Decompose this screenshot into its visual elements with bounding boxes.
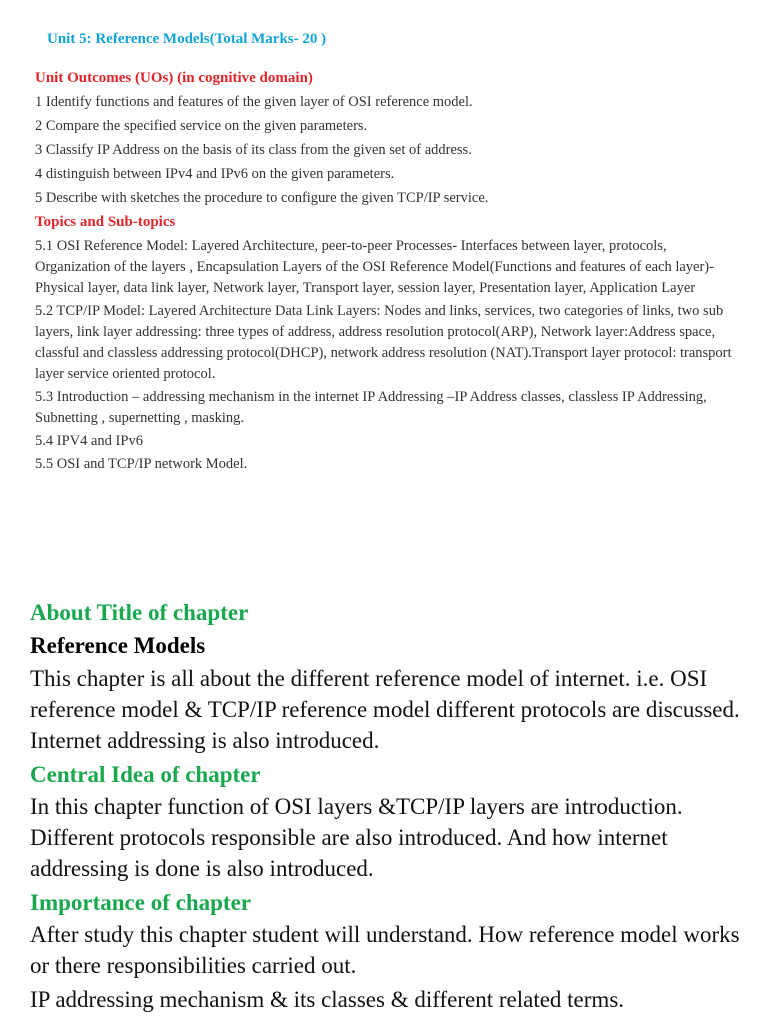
importance-text-continued: IP addressing mechanism & its classes & different related terms.: [30, 987, 625, 1012]
outcome-item: 5 Describe with sketches the procedure to configure the given TCP/IP service.: [35, 190, 489, 206]
topic-item: 5.1 OSI Reference Model: Layered Architecture, peer-to-peer Processes- Interfaces between layer, protocols, Organization of the layers , Encapsulation Layers of the OSI Reference Model(Functions and features of each layer)-Physical layer, data link layer, Network layer, Transport layer, session layer, Presentation layer, Application Layer: [35, 238, 714, 296]
importance-text: After study this chapter student will understand. How reference model works or there responsibilities carried out.: [30, 922, 740, 978]
about-text: This chapter is all about the different reference model of internet. i.e. OSI reference model & TCP/IP reference model different protocols are discussed. Internet addressing is also introduced.: [30, 666, 740, 753]
chapter-title: Reference Models: [30, 633, 206, 658]
central-idea-heading: Central Idea of chapter: [30, 762, 261, 787]
topics-heading: Topics and Sub-topics: [35, 214, 176, 230]
unit-outcomes-heading: Unit Outcomes (UOs) (in cognitive domain): [35, 70, 313, 86]
unit-title: Unit 5: Reference Models(Total Marks- 20 ): [47, 31, 327, 47]
outcome-item: 4 distinguish between IPv4 and IPv6 on the given parameters.: [35, 166, 395, 182]
topic-item: 5.3 Introduction – addressing mechanism in the internet IP Addressing –IP Address classes, classless IP Addressing, Subnetting , supernetting , masking.: [35, 389, 707, 426]
about-heading: About Title of chapter: [30, 600, 249, 625]
topic-item: 5.5 OSI and TCP/IP network Model.: [35, 456, 248, 472]
outcome-item: 3 Classify IP Address on the basis of its class from the given set of address.: [35, 142, 472, 158]
chapter-overview-section: [30, 597, 740, 1018]
outcome-item: 1 Identify functions and features of the given layer of OSI reference model.: [35, 94, 473, 110]
outcome-item: 2 Compare the specified service on the given parameters.: [35, 118, 368, 134]
central-idea-text: In this chapter function of OSI layers &TCP/IP layers are introduction. Different protocols responsible are also introduced. And how internet addressing is done is also introduced.: [30, 794, 683, 881]
importance-heading: Importance of chapter: [30, 890, 252, 915]
topic-item: 5.4 IPV4 and IPv6: [35, 433, 143, 449]
topic-item: 5.2 TCP/IP Model: Layered Architecture Data Link Layers: Nodes and links, services, two categories of links, two sub layers, link layer addressing: three types of address, address resolution protocol(ARP), Network layer:Address space, classful and classless addressing protocol(DHCP), network address resolution (NAT).Transport layer protocol: transport layer service oriented protocol.: [35, 303, 732, 382]
syllabus-section: [35, 28, 735, 476]
